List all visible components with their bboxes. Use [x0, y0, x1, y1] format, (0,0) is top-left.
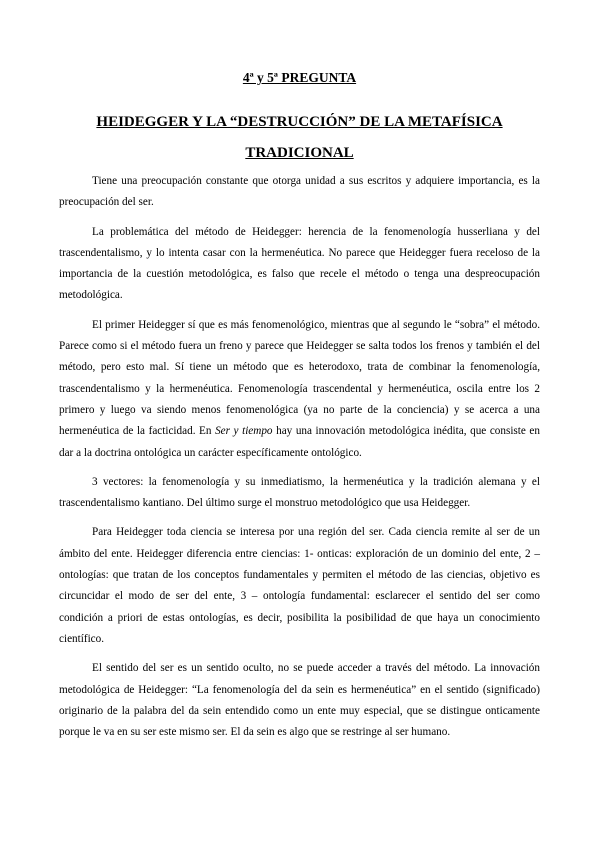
paragraph-1: Tiene una preocupación constante que otorga unidad a sus escritos y adquiere importancia, es la preocupación del ser.: [59, 175, 540, 209]
paragraph-3-text-after: hay una innovación metodológica inédita, que consiste en dar a la doctrina ontológica un carácter específicamente ontológico.: [59, 425, 540, 459]
paragraph-3: [59, 315, 540, 464]
paragraph-5: Para Heidegger toda ciencia se interesa por una región del ser. Cada ciencia remite al ser de un ámbito del ente. Heidegger diferencia entre ciencias: 1- onticas: exploración de un dominio del ente, 2 – ontologías: que tratan de los conceptos fundamentales y permiten el método de las ciencias, objetivo es circuncidar el modo de ser del ente, 3 – ontología fundamental: esclarecer el sentido del ser como condición a priori de estas ontologías, es decir, posibilita la posibilidad de que haya un conocimiento científico.: [59, 526, 540, 645]
paragraph-3-text-before: El primer Heidegger sí que es más fenomenológico, mientras que al segundo le “sobra” el método. Parece como si el método fuera un freno y parece que Heidegger se salta todos los frenos y también el del método, pero esto mal. Sí tiene un método que es heterodoxo, trata de combinar la fenomenología, trascendentalismo y la hermenéutica. Fenomenología trascendental y hermenéutica, oscila entre los 2 primero y luego va siendo menos fenomenológica (ya no parte de la conciencia) y se acerca a una hermenéutica de la facticidad. En: [59, 318, 540, 438]
paragraph-2: La problemática del método de Heidegger: herencia de la fenomenología husserliana y del trascendentalismo, y lo intenta casar con la hermenéutica. No parece que Heidegger fuera receloso de la importancia de la cuestión metodológica, es falso que recele el método o tenga una despreocupación metodológica.: [59, 225, 540, 302]
document-title: HEIDEGGER Y LA “DESTRUCCIÓN” DE LA METAFÍSICA TRADICIONAL: [96, 114, 503, 161]
document-subtitle: 4ª y 5ª PREGUNTA: [242, 70, 357, 85]
book-title-italic: Ser y tiempo: [215, 425, 273, 438]
paragraph-4: 3 vectores: la fenomenología y su inmediatismo, la hermenéutica y la tradición alemana y el trascendentalismo kantiano. Del último surge el monstruo metodológico que usa Heidegger.: [59, 475, 540, 510]
paragraph-6: El sentido del ser es un sentido oculto, no se puede acceder a través del método. La innovación metodológica de Heidegger: “La fenomenología del da sein es hermenéutica” en el sentido (significado) originario de la palabra del da sein entendido como un ente muy especial, que se distingue onticamente porque le va en su ser este mismo ser. El da sein es algo que se restringe al ser humano.: [59, 662, 540, 739]
document-body: [59, 171, 540, 751]
